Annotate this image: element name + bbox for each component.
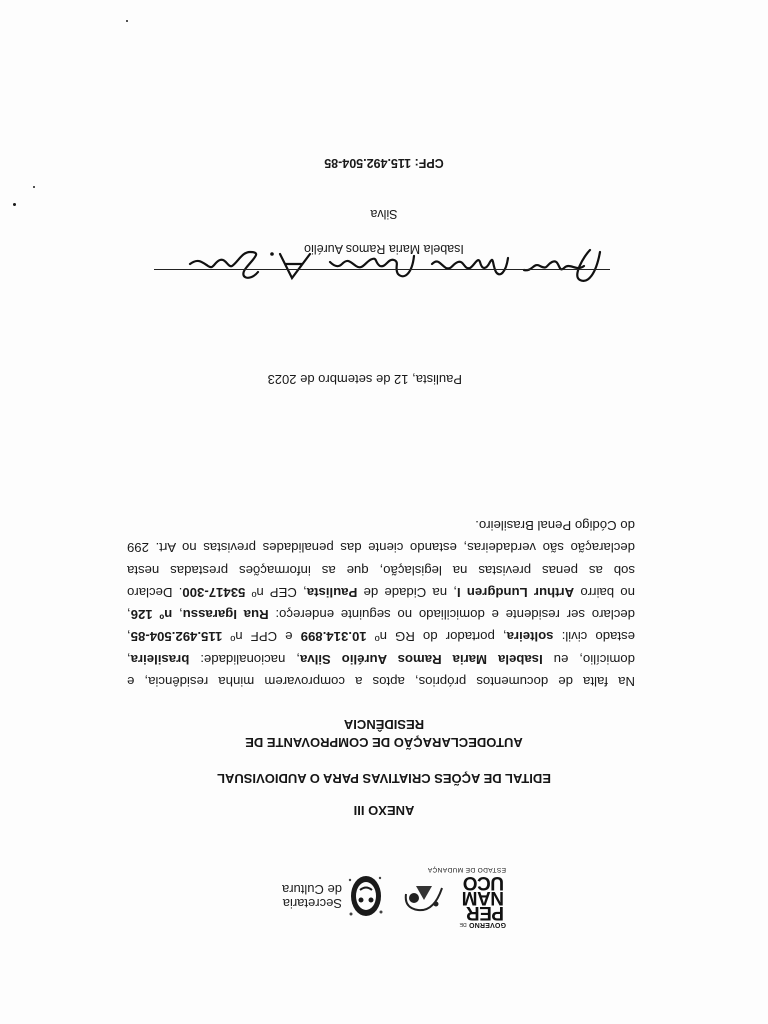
gov-logo-estado: ESTADO DE MUDANÇA: [427, 866, 506, 873]
declaration-body: [127, 514, 635, 692]
body-text: ,: [126, 607, 131, 623]
street-number-value: nº 126: [130, 607, 173, 623]
rg-value: 10.314.899: [300, 629, 367, 645]
secretaria-text: [282, 882, 342, 910]
body-line: [127, 536, 635, 558]
body-text: domicílio, eu: [542, 651, 635, 667]
culture-mask-icon: [346, 868, 386, 924]
body-text: , portador do RG nº: [366, 629, 507, 645]
body-text: ,: [127, 651, 131, 667]
body-line: [127, 581, 635, 603]
body-text: . Declaro: [127, 584, 183, 600]
declaration-title-line2: RESIDÊNCIA: [343, 717, 425, 732]
street-value: Rua Igarassu: [182, 607, 269, 623]
signer-surname: Silva: [370, 207, 398, 221]
gov-logo-top-text: GOVERNO: [468, 921, 506, 928]
declaration-title-line1: AUTODECLARAÇÃO DE COMPROVANTE DE: [245, 735, 523, 750]
body-line: [127, 625, 635, 647]
body-text: sob as penas previstas na legislação, que as informações prestadas nesta: [127, 562, 635, 578]
body-text: e CPF nº: [222, 629, 301, 645]
gov-logo-per: PER: [466, 902, 504, 923]
body-text: , na Cidade de: [357, 584, 457, 600]
signer-name: Isabela Maria Ramos Aurélio: [304, 242, 464, 256]
gov-logo-ornament-icon: [400, 878, 448, 918]
cep-value: 53417-300: [182, 584, 246, 600]
body-text: declaro ser residente e domiciliado no seguinte endereço:: [268, 607, 635, 623]
body-text: declaração são verdadeiras, estando ciente das penalidades previstas no Art. 299: [127, 540, 635, 556]
signer-cpf: CPF: 115.492.504-85: [324, 156, 444, 170]
header-logos: [246, 858, 506, 928]
secretaria-cultura-logo: [246, 864, 386, 924]
body-text: , CEP nº: [245, 584, 307, 600]
place-date: Paulista, 12 de setembro de 2023: [267, 372, 462, 387]
city-value: Paulista: [306, 584, 358, 600]
governo-pernambuco-logo: [391, 864, 506, 928]
body-text: do Código Penal Brasileiro.: [475, 517, 635, 533]
secretaria-line1: Secretaria: [282, 896, 342, 911]
body-line: [127, 670, 635, 692]
annex-label: ANEXO III: [353, 803, 415, 818]
secretaria-line2: de Cultura: [282, 882, 342, 897]
body-line: [127, 514, 635, 536]
gov-logo-top-small: DE: [459, 921, 467, 927]
document-title-block: [0, 715, 768, 819]
neighborhood-value: Arthur Lundgren I: [456, 584, 575, 600]
body-line: [127, 603, 635, 625]
edital-title: EDITAL DE AÇÕES CRIATIVAS PARA O AUDIOVISUAL: [217, 771, 551, 786]
signature-line: [154, 269, 610, 270]
body-line: [127, 647, 635, 669]
scan-speck: [33, 186, 35, 188]
body-text: ,: [172, 607, 183, 623]
cpf-value: 115.492.504-85: [130, 629, 223, 645]
body-text: estado civil:: [553, 629, 635, 645]
gov-logo-uco: UCO: [463, 872, 504, 893]
nationality-value: brasileira: [130, 651, 190, 667]
body-text: ,: [127, 629, 131, 645]
body-line: [127, 558, 635, 580]
gov-logo-nam: NAM: [462, 887, 504, 908]
civil-status-value: solteira: [506, 629, 554, 645]
declarant-name: Isabela Maria Ramos Aurélio Silva: [299, 651, 543, 667]
body-text: , nacionalidade:: [189, 651, 300, 667]
scan-speck: [126, 20, 128, 22]
body-text: no bairro: [574, 584, 635, 600]
body-text: Na falta de documentos próprios, aptos a comprovarem minha residência, e: [127, 674, 635, 689]
scan-speck: [13, 203, 16, 206]
